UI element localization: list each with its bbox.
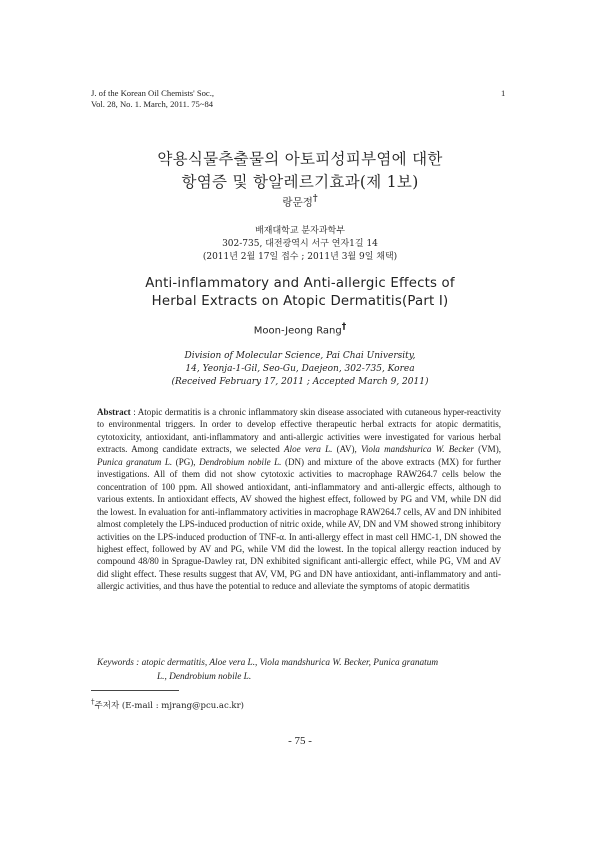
english-corresponding-mark: †: [341, 322, 347, 332]
journal-name: J. of the Korean Oil Chemists' Soc.,: [91, 88, 215, 98]
abstract-text-3: (VM),: [473, 444, 501, 455]
journal-citation: [91, 88, 214, 110]
korean-author-name: 랑문정: [282, 196, 313, 209]
korean-title-line1: 약용식물추출물의 아토피성피부염에 대한: [157, 150, 443, 168]
footnote-text: 주저자 (E-mail : mjrang@pcu.ac.kr): [94, 700, 244, 711]
korean-affil-line2: 302-735, 대전광역시 서구 연자1길 14: [222, 239, 378, 249]
korean-title-line2: 항염증 및 항알레르기효과(제 1보): [181, 173, 419, 191]
abstract-label: Abstract: [97, 407, 131, 417]
keywords-line2: L., Dendrobium nobile L.: [157, 671, 252, 682]
english-author-name: Moon-Jeong Rang: [253, 325, 342, 337]
abstract-text-2: (AV),: [332, 444, 362, 455]
english-affil-line1: Division of Molecular Science, Pai Chai University,: [184, 351, 416, 361]
english-affil-line3: (Received February 17, 2011 ; Accepted March 9, 2011): [171, 377, 429, 387]
korean-title: [0, 148, 600, 194]
korean-affiliation: [0, 225, 600, 264]
english-title-line2: Herbal Extracts on Atopic Dermatitis(Part I): [151, 294, 449, 309]
species-aloe: Aloe vera L.: [284, 444, 333, 455]
species-dendrobium: Dendrobium nobile L.: [199, 456, 282, 467]
page-footer-number: - 75 -: [288, 735, 312, 747]
keywords: [97, 657, 501, 684]
korean-author: [0, 194, 600, 210]
abstract-separator: :: [130, 407, 138, 417]
species-viola: Viola mandshurica W. Becker: [361, 444, 474, 455]
korean-affil-line3: (2011년 2월 17일 접수 ; 2011년 3월 9일 채택): [202, 252, 398, 262]
english-title: [0, 275, 600, 311]
keywords-line1: Keywords : atopic dermatitis, Aloe vera L., Viola mandshurica W. Becker, Punica granatum: [97, 658, 439, 668]
korean-affil-line1: 배재대학교 분자과학부: [255, 226, 345, 236]
corresponding-author-mark: †: [312, 194, 318, 204]
footnote-mark: †: [91, 697, 95, 706]
english-affil-line2: 14, Yeonja-1-Gil, Seo-Gu, Daejeon, 302-735, Korea: [185, 364, 415, 374]
abstract-text-5: (DN) and mixture of the above extracts (MX) for further investigations. All of them did not show cytotoxic activities to macrophage RAW264.7 cells below the concentration of 100 ppm. All showed antioxidant, anti-inflammatory and anti-allergic effects, although to various extents. In antioxidant effects, AV showed the highest effect, followed by PG and VM, while DN did the lowest. In evaluation for anti-inflammatory activities in macrophage RAW264.7 cells, AV and DN inhibited almost completely the LPS-induced production of nitric oxide, while AV, DN and VM showed strong inhibitory activities on the LPS-induced production of TNF-α. In anti-allergy effect in mast cell HMC-1, DN showed the highest effect, followed by AV and PG, while VM did the lowest. In the topical allergy reaction induced by compound 48/80 in Sprague-Dawley rat, DN exhibited significant anti-allergic effect, while PG, VM and AV did slight effect. These results suggest that AV, VM, PG and DN have antioxidant, anti-inflammatory and anti-allergic activities, and thus have the potential to reduce and alleviate the symptoms of atopic dermatitis: [97, 456, 502, 592]
footnote-divider: [91, 690, 179, 691]
journal-volume: Vol. 28, No. 1. March, 2011. 75~84: [91, 99, 214, 109]
abstract-text-4: (PG),: [172, 456, 200, 467]
species-punica: Punica granatum L.: [97, 456, 173, 467]
english-author: [0, 322, 600, 336]
footnote: [91, 697, 244, 711]
english-title-line1: Anti-inflammatory and Anti-allergic Effects of: [145, 276, 455, 291]
english-affiliation: [0, 350, 600, 389]
abstract: [97, 406, 501, 593]
abstract-text-1: Atopic dermatitis is a chronic inflammatory skin disease associated with cutaneous hyper-reactivity to environmental triggers. In order to develop effective therapeutic herbal extracts for atopic dermatitis, cytotoxicity, antioxidant, anti-inflammatory and anti-allergic activities were investigated for various herbal extracts. Among candidate extracts, we selected: [97, 407, 501, 455]
header-page-number: 1: [501, 88, 506, 98]
